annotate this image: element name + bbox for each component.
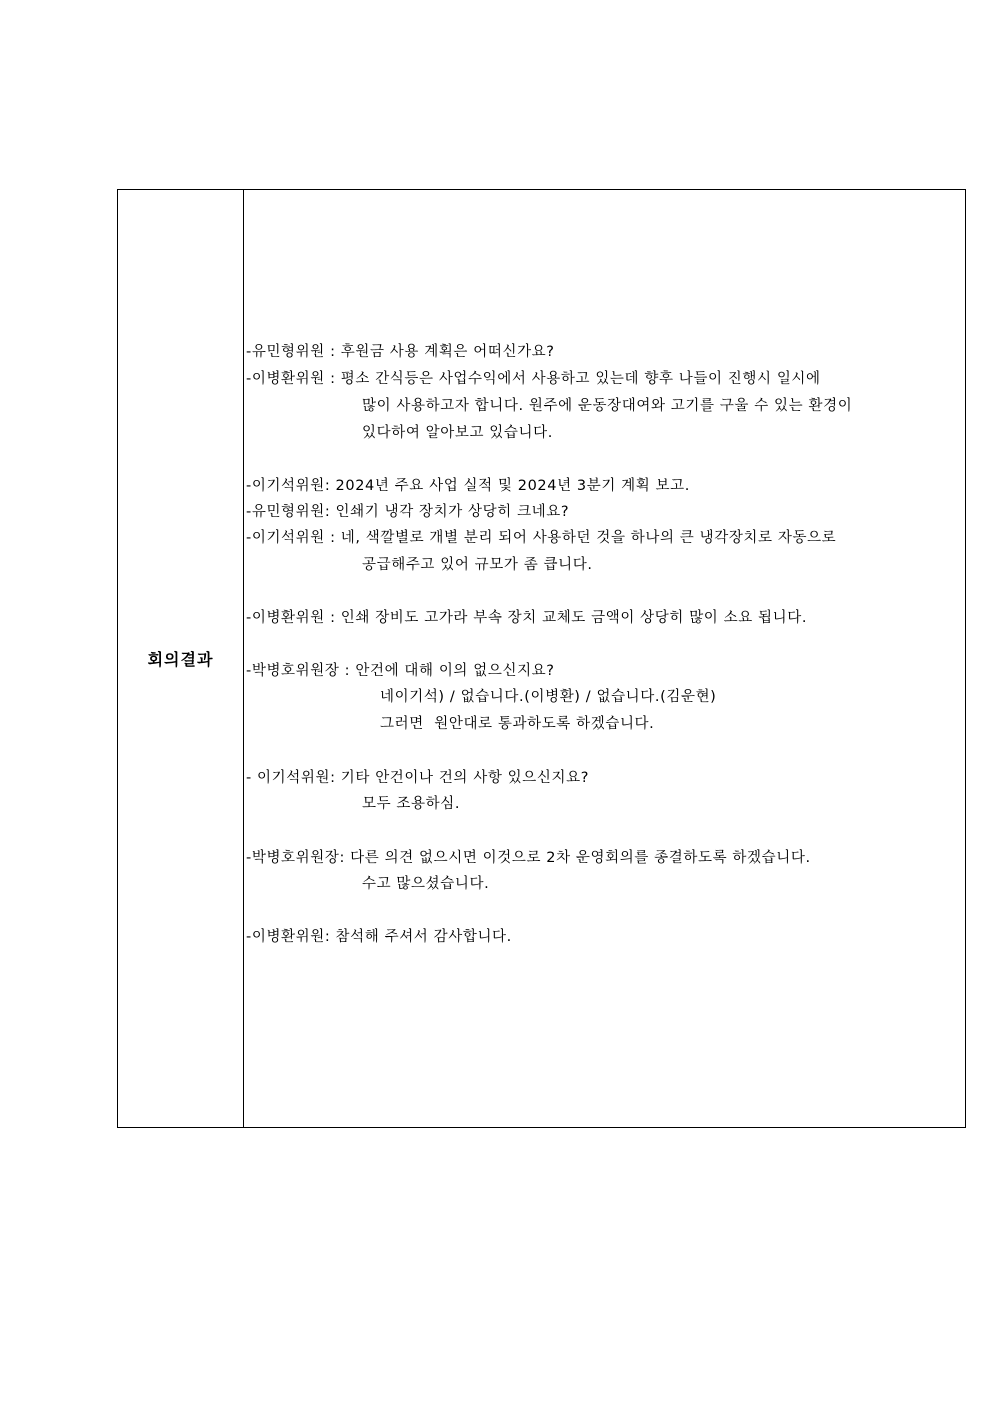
minutes-line: -이기석위원: 2024년 주요 사업 실적 및 2024년 3분기 계획 보고.	[246, 478, 690, 494]
minutes-line: 수고 많으셨습니다.	[362, 876, 490, 892]
minutes-line: -유민형위원 : 후원금 사용 계획은 어떠신가요?	[246, 344, 555, 360]
minutes-line: 모두 조용하심.	[362, 796, 461, 812]
minutes-line: 많이 사용하고자 합니다. 원주에 운동장대여와 고기를 구울 수 있는 환경이	[362, 398, 853, 414]
minutes-line: -이병환위원 : 인쇄 장비도 고가라 부속 장치 교체도 금액이 상당히 많이 소요 됩니다.	[246, 610, 808, 626]
minutes-line: 네이기석) / 없습니다.(이병환) / 없습니다.(김운현)	[380, 689, 717, 705]
minutes-line: -이병환위원: 참석해 주셔서 감사합니다.	[246, 929, 512, 945]
minutes-line: 있다하여 알아보고 있습니다.	[362, 425, 553, 441]
minutes-line: - 이기석위원: 기타 안건이나 건의 사항 있으신지요?	[246, 770, 590, 786]
minutes-line: -유민형위원: 인쇄기 냉각 장치가 상당히 크네요?	[246, 504, 570, 520]
content-cell	[244, 190, 965, 1127]
label-cell	[118, 190, 243, 1127]
minutes-line: 그러면 원안대로 통과하도록 하겠습니다.	[380, 716, 655, 732]
minutes-line: -박병호위원장 : 안건에 대해 이의 없으신지요?	[246, 663, 555, 679]
minutes-table	[117, 189, 966, 1128]
section-label: 회의결과	[147, 650, 214, 669]
minutes-line: -이기석위원 : 네, 색깔별로 개별 분리 되어 사용하던 것을 하나의 큰 냉각장치로 자동으로	[246, 530, 837, 546]
minutes-line: -박병호위원장: 다른 의견 없으시면 이것으로 2차 운영회의를 종결하도록 하겠습니다.	[246, 850, 811, 866]
minutes-line: -이병환위원 : 평소 간식등은 사업수익에서 사용하고 있는데 향후 나들이 진행시 일시에	[246, 371, 821, 387]
minutes-line: 공급해주고 있어 규모가 좀 큽니다.	[362, 557, 593, 573]
